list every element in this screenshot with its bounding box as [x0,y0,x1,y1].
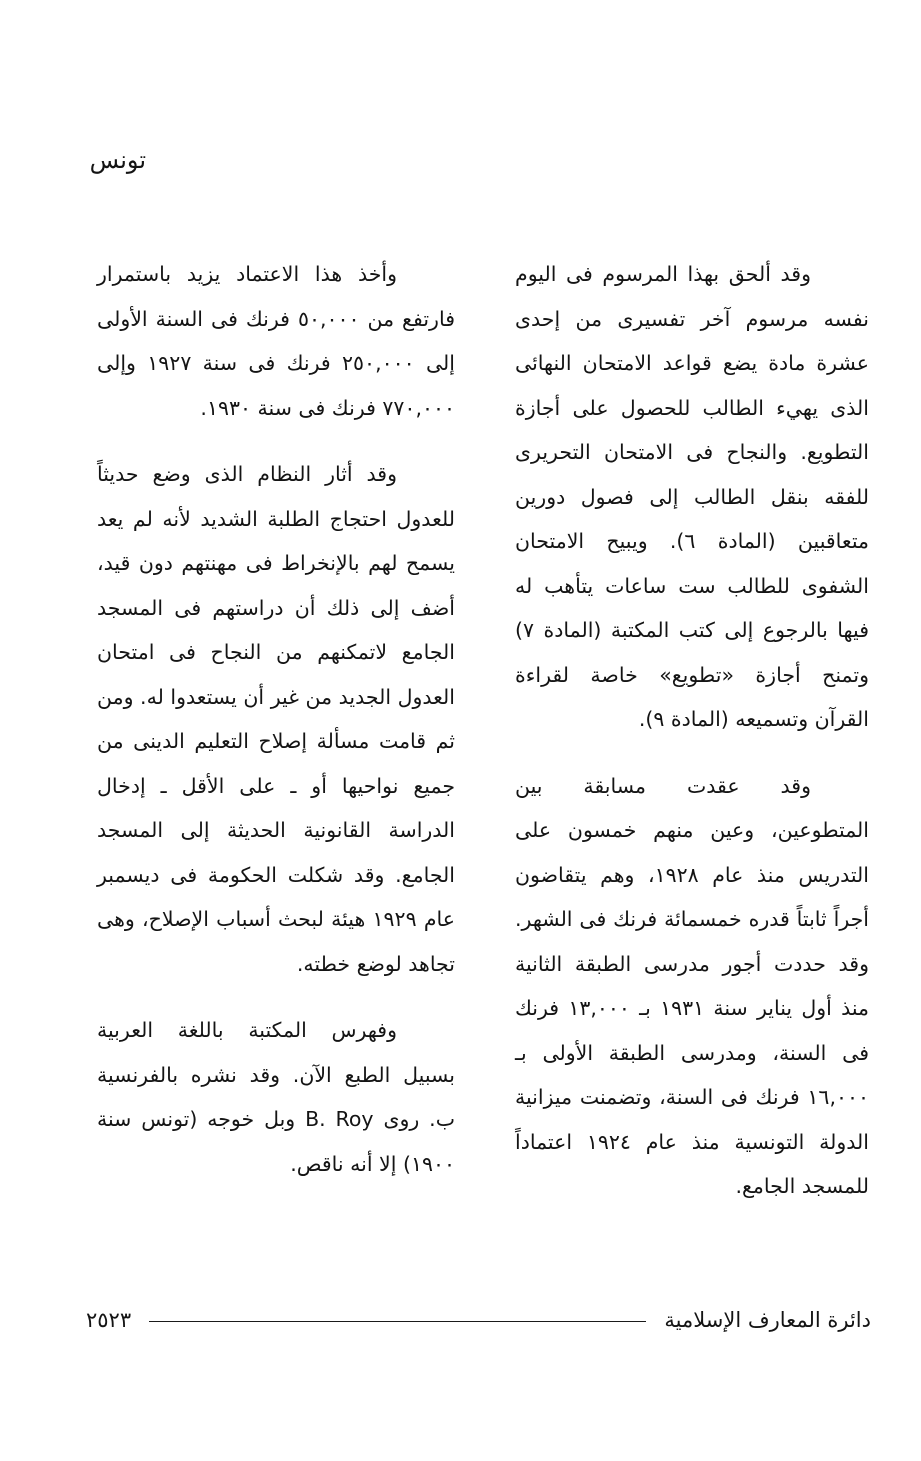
running-head-title: تونس [89,146,146,174]
paragraph: وقد ألحق بهذا المرسوم فى اليوم نفسه مرسوم آخر تفسيرى من إحدى عشرة مادة يضع قواعد الامتحان النهائى الذى يهيء الطالب للحصول على أجازة التطويع. والنجاح فى الامتحان التحريرى للفقه بنقل الطالب إلى فصول دورين متعاقبين (المادة ٦). ويبيح الامتحان الشفوى للطالب ست ساعات يتأهب له فيها بالرجوع إلى كتب المكتبة (المادة ٧) وتمنح أجازة «تطويع» خاصة لقراءة القرآن وتسميعه (المادة ٩). [515,262,869,731]
paragraph: وقد أثار النظام الذى وضع حديثاً للعدول احتجاج الطلبة الشديد لأنه لم يعد يسمح لهم بالإنخراط فى مهنتهم دون قيد، أضف إلى ذلك أن دراستهم فى المسجد الجامع لاتمكنهم من النجاح فى امتحان العدول الجديد من غير أن يستعدوا له. ومن ثم قامت مسألة إصلاح التعليم الدينى من جميع نواحيها أو ـ على الأقل ـ إدخال الدراسة القانونية الحديثة إلى المسجد الجامع. وقد شكلت الحكومة فى ديسمبر عام ١٩٢٩ هيئة لبحث أسباب الإصلاح، وهى تجاهد لوضع خطته. [97,462,456,976]
page-footer [86,1300,871,1340]
text-column-right [515,252,869,1231]
paragraph: وفهرس المكتبة باللغة العربية بسبيل الطبع الآن. وقد نشره بالفرنسية ب. روى B. Roy وبل خوجه (تونس سنة ١٩٠٠) إلا أنه ناقص. [97,1018,455,1176]
footer-publication-title: دائرة المعارف الإسلامية [664,1308,871,1332]
paragraph: وأخذ هذا الاعتماد يزيد باستمرار فارتفع من ٥٠,٠٠٠ فرنك فى السنة الأولى إلى ٢٥٠,٠٠٠ فرنك فى سنة ١٩٢٧ وإلى ٧٧٠,٠٠٠ فرنك فى سنة ١٩٣٠. [97,262,455,420]
footer-divider [149,1321,646,1322]
paragraph: وقد عقدت مسابقة بين المتطوعين، وعين منهم خمسون على التدريس منذ عام ١٩٢٨، وهم يتقاضون أجراً ثابتاً قدره خمسمائة فرنك فى الشهر. وقد حددت أجور مدرسى الطبقة الثانية منذ أول يناير سنة ١٩٣١ بـ ١٣,٠٠٠ فرنك فى السنة، ومدرسى الطبقة الأولى بـ ١٦,٠٠٠ فرنك فى السنة، وتضمنت ميزانية الدولة التونسية منذ عام ١٩٢٤ اعتماداً للمسجد الجامع. [515,773,869,1198]
text-column-left [97,252,455,1208]
page-number: ٢٥٢٣ [86,1308,132,1332]
